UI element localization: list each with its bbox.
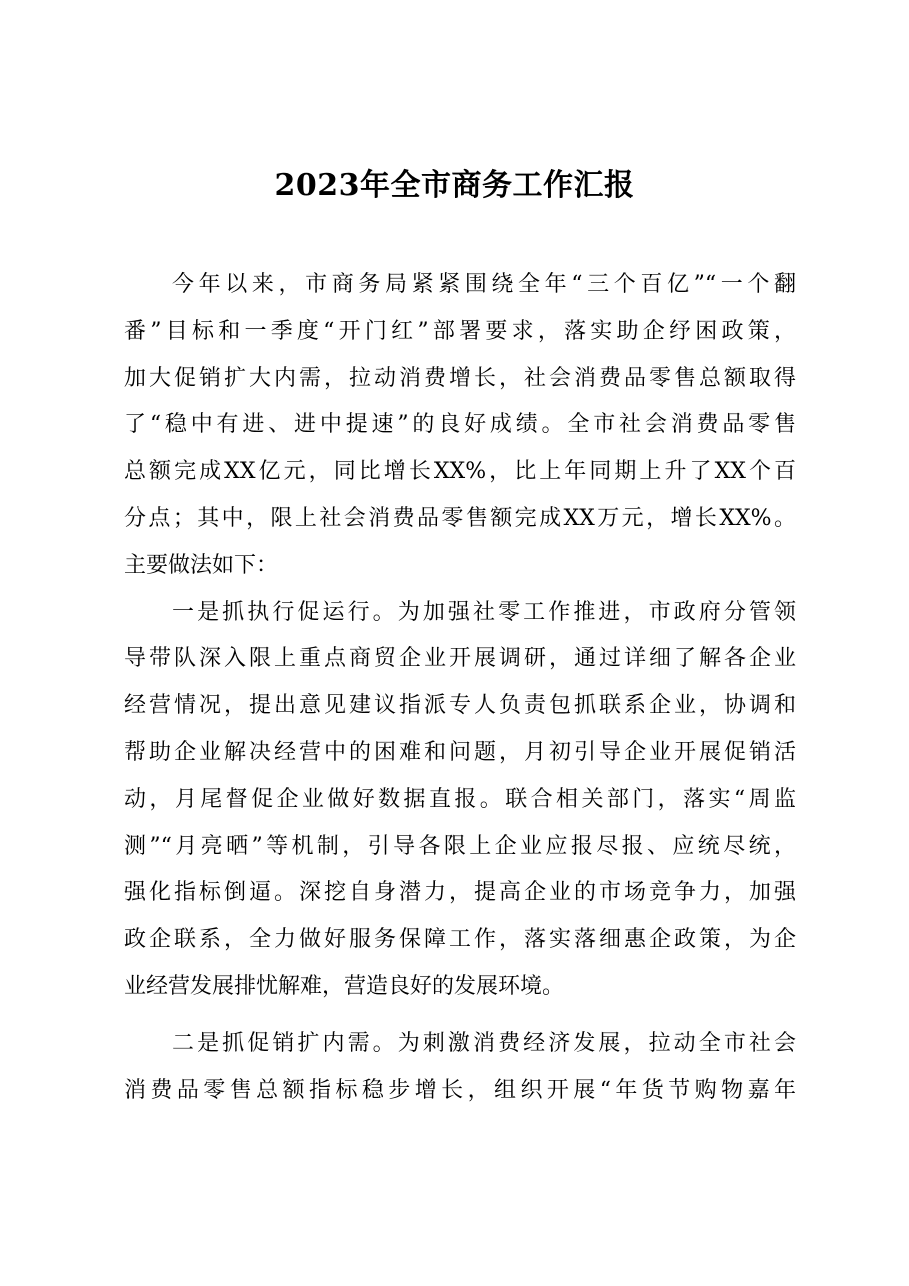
text-line: 业经营发展排忧解难，营造良好的发展环境。: [124, 973, 565, 999]
text-line: 帮助企业解决经营中的困难和问题，月初引导企业开展促销活: [124, 739, 796, 765]
text-line: 主要做法如下：: [124, 552, 279, 578]
paragraph-intro: [124, 262, 796, 590]
text-line: 一是抓执行促运行。为加强社零工作推进，市政府分管领: [172, 599, 796, 625]
text-line: 番”目标和一季度“开门红”部署要求，落实助企纾困政策，: [124, 318, 796, 344]
text-line: 经营情况，提出意见建议指派专人负责包抓联系企业，协调和: [124, 693, 796, 719]
text-line: 导带队深入限上重点商贸企业开展调研，通过详细了解各企业: [124, 646, 796, 672]
text-line: 二是抓促销扩内需。为刺激消费经济发展，拉动全市社会: [172, 1030, 796, 1056]
paragraph-execution: [124, 590, 796, 1011]
text-line: 总额完成XX亿元，同比增长XX%，比上年同期上升了XX个百: [124, 459, 796, 485]
text-line: 测”“月亮晒”等机制，引导各限上企业应报尽报、应统尽统，: [124, 833, 796, 859]
paragraph-promotion: [124, 1021, 796, 1115]
text-line: 分点；其中，限上社会消费品零售额完成XX万元，增长XX%。: [124, 505, 796, 531]
text-line: 政企联系，全力做好服务保障工作，落实落细惠企政策，为企: [124, 927, 796, 953]
text-line: 消费品零售总额指标稳步增长，组织开展“年货节购物嘉年: [124, 1077, 796, 1103]
text-line: 了“稳中有进、进中提速”的良好成绩。全市社会消费品零售: [124, 412, 796, 438]
paragraph-spacer: [124, 1011, 796, 1021]
document-body: [124, 262, 796, 1114]
text-line: 强化指标倒逼。深挖自身潜力，提高企业的市场竞争力，加强: [124, 880, 796, 906]
document-title: 2023年全市商务工作汇报: [274, 168, 635, 203]
text-line: 加大促销扩大内需，拉动消费增长，社会消费品零售总额取得: [124, 365, 796, 391]
text-line: 动，月尾督促企业做好数据直报。联合相关部门，落实“周监: [124, 786, 796, 812]
text-line: 今年以来，市商务局紧紧围绕全年“三个百亿”“一个翻: [172, 272, 796, 297]
